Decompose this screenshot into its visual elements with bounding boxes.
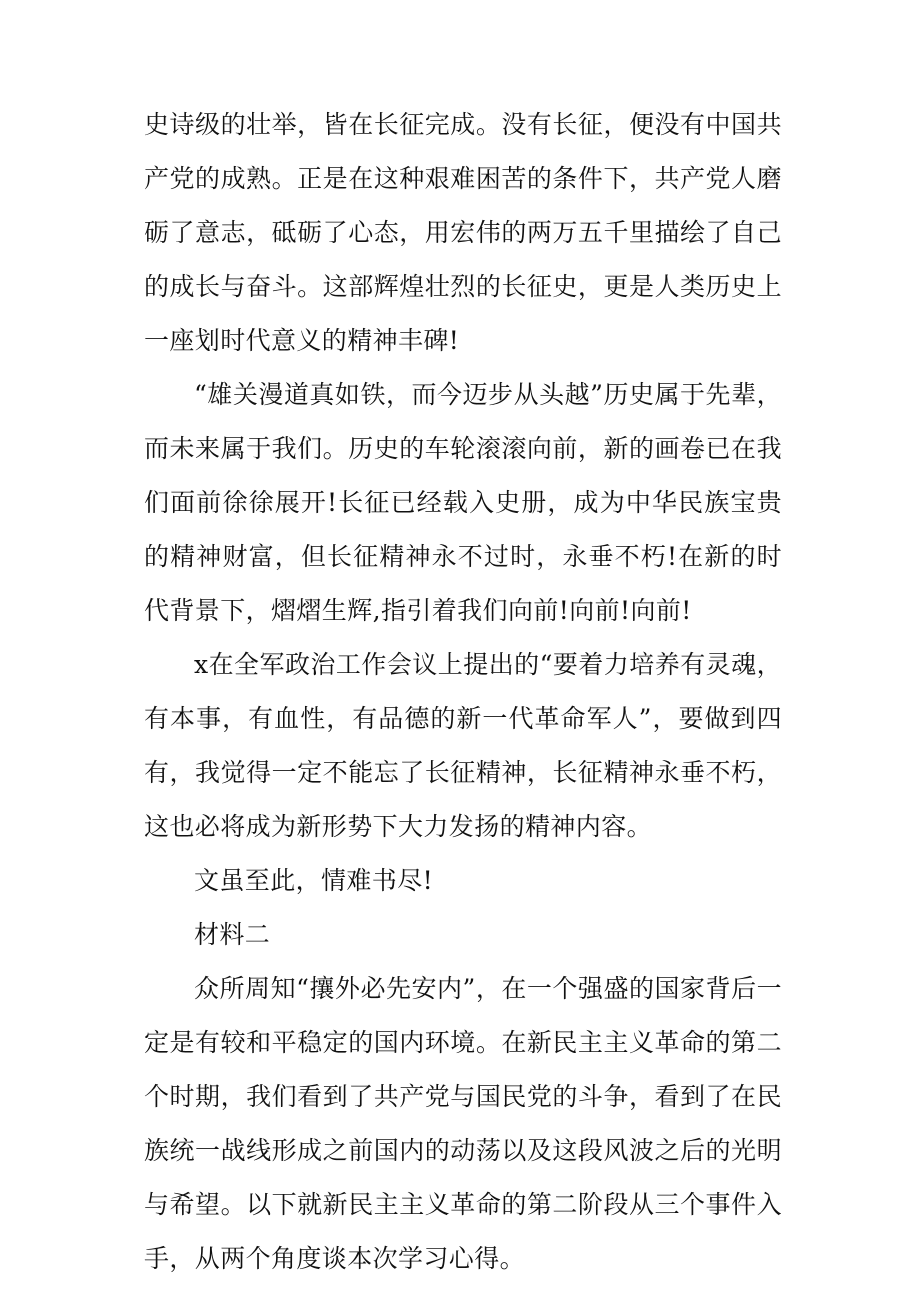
paragraph-four-haves: x在全军政治工作会议上提出的“要着力培养有灵魂，有本事，有血性，有品德的新一代革命军人”，要做到四有，我觉得一定不能忘了长征精神，长征精神永垂不朽，这也必将成为新形势下大力发扬的精神内容。	[144, 650, 782, 841]
document-body	[144, 98, 782, 1286]
paragraph-material-two-intro: 众所周知“攘外必先安内”，在一个强盛的国家背后一定是有较和平稳定的国内环境。在新民主主义革命的第二个时期，我们看到了共产党与国民党的斗争，看到了在民族统一战线形成之前国内的动荡以及这段风波之后的光明与希望。以下就新民主主义革命的第二阶段从三个事件入手，从两个角度谈本次学习心得。	[144, 974, 782, 1273]
paragraph-closing-line: 文虽至此，情难书尽!	[194, 866, 434, 895]
paragraph-long-march-conclusion: 史诗级的壮举，皆在长征完成。没有长征，便没有中国共产党的成熟。正是在这种艰难困苦的条件下，共产党人磨砺了意志，砥砺了心态，用宏伟的两万五千里描绘了自己的成长与奋斗。这部辉煌壮烈的长征史，更是人类历史上一座划时代意义的精神丰碑!	[144, 110, 782, 355]
section-heading-material-two: 材料二	[194, 920, 271, 949]
paragraph-poem-history: “雄关漫道真如铁，而今迈步从头越”历史属于先辈，而未来属于我们。历史的车轮滚滚向前，新的画卷已在我们面前徐徐展开!长征已经载入史册，成为中华民族宝贵的精神财富，但长征精神永不过时，永垂不朽!在新的时代背景下，熠熠生辉,指引着我们向前!向前!向前!	[144, 380, 782, 625]
